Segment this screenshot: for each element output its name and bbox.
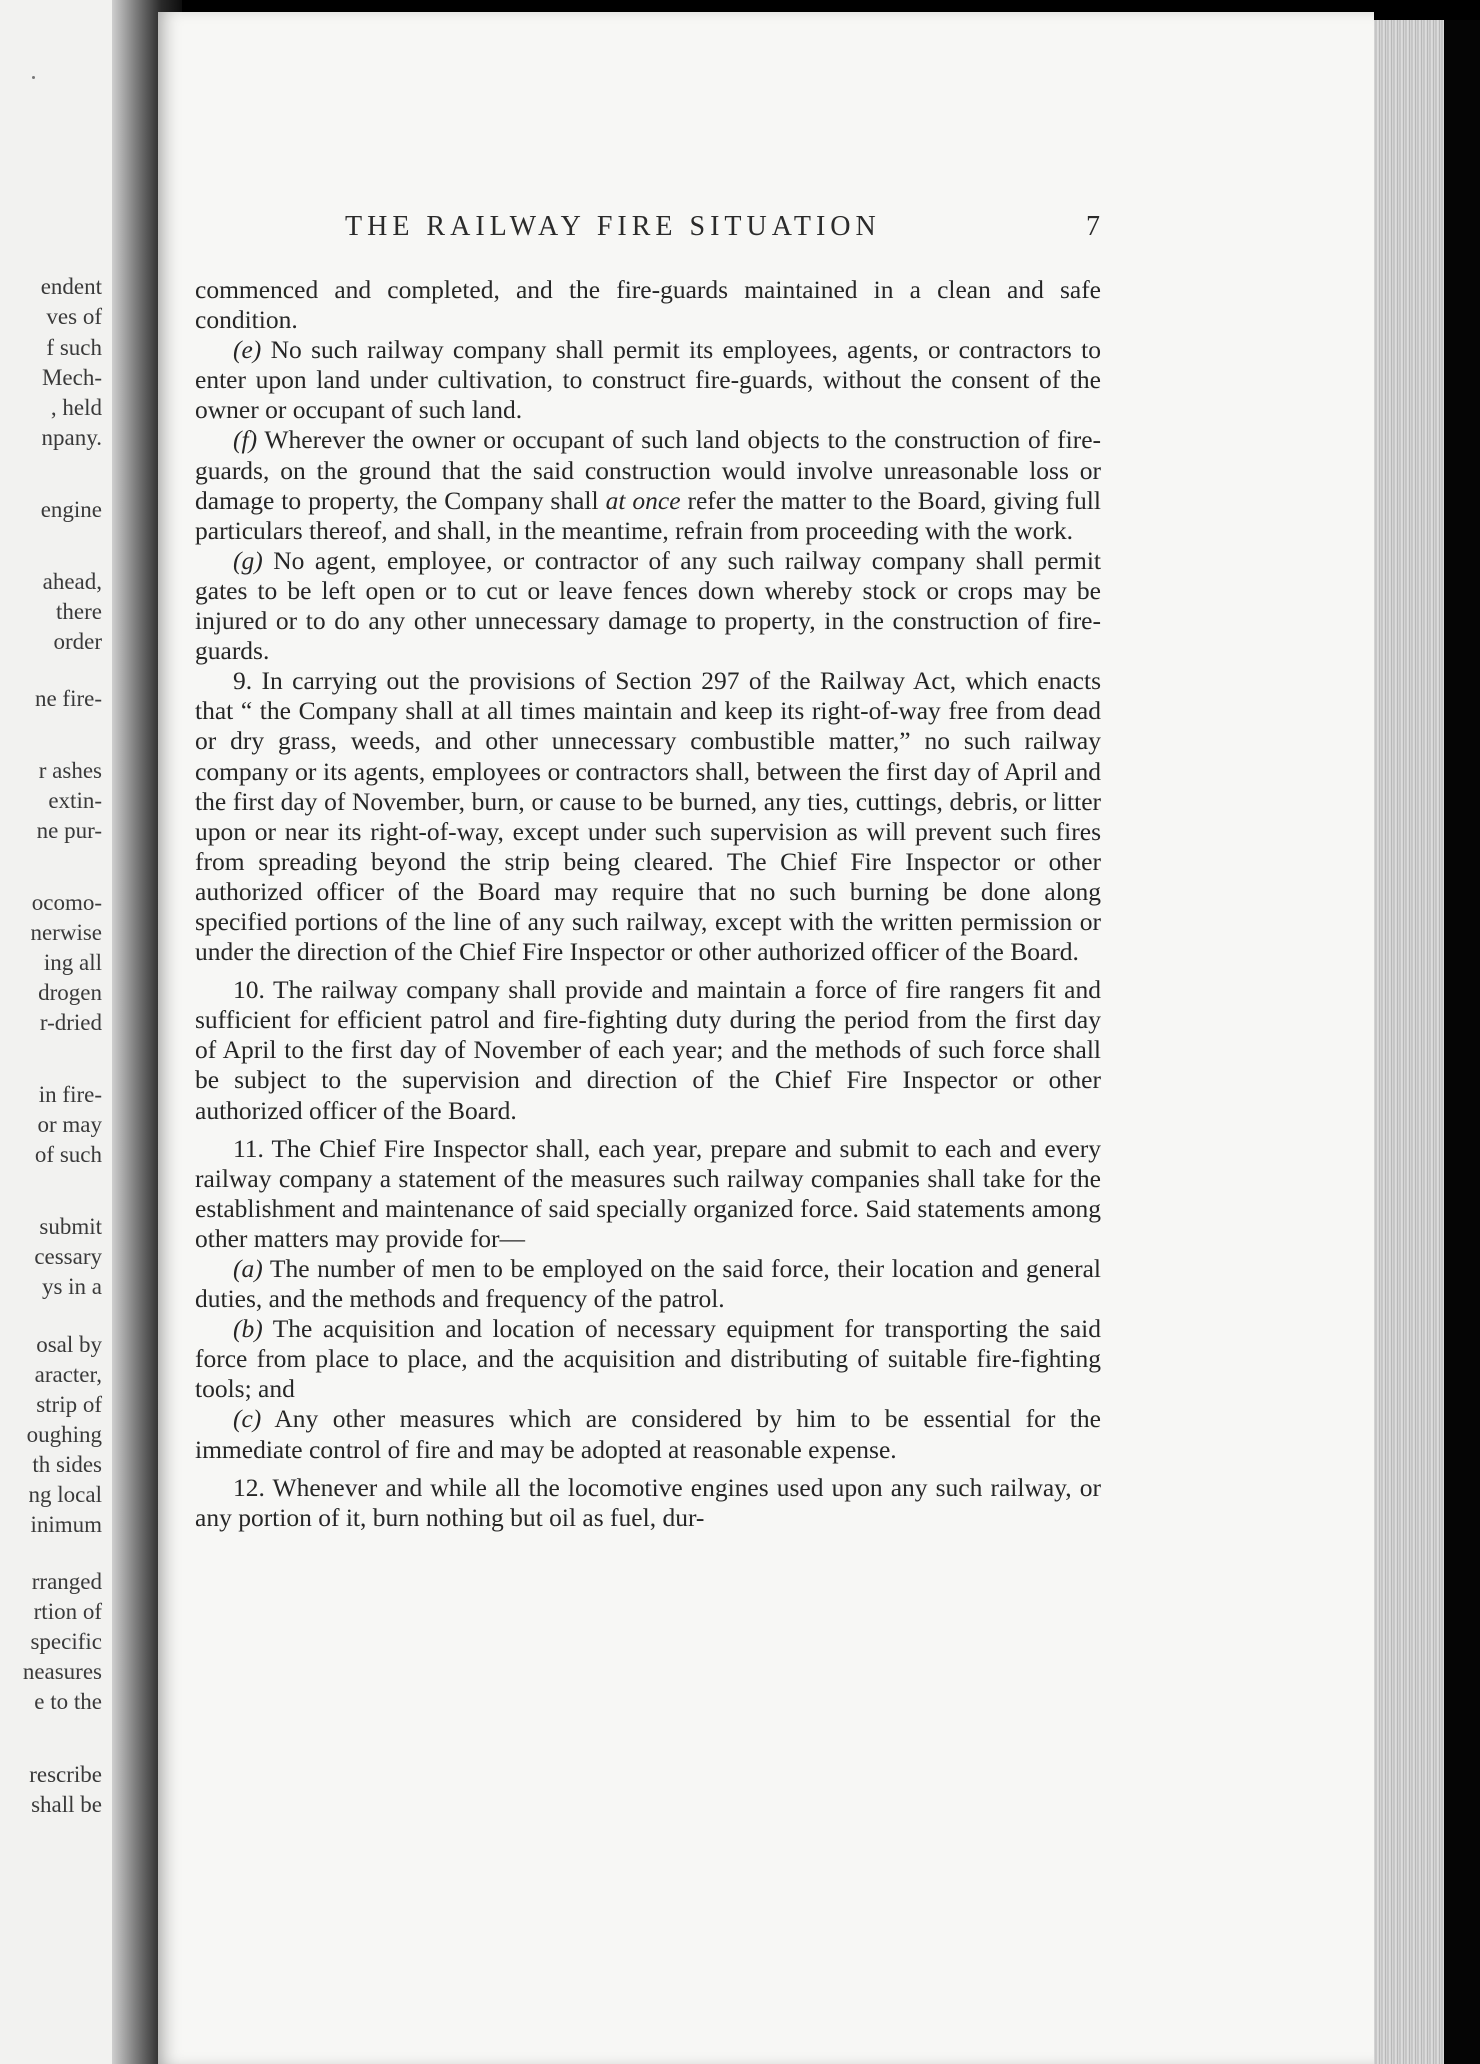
left-page-fragment: engine — [40, 497, 102, 522]
left-page-fragment: aracter, — [34, 1362, 102, 1387]
left-page-fragment: order — [53, 629, 102, 654]
left-page-fragment: strip of — [36, 1392, 102, 1417]
left-page-fragment: rtion of — [33, 1599, 102, 1624]
left-page-fragment: ocomo- — [31, 890, 102, 915]
left-page-fragment: ing all — [43, 950, 102, 975]
clause-label: (g) — [233, 545, 263, 575]
left-page-fragment: ne fire- — [34, 686, 102, 711]
clause-label: (c) — [233, 1404, 262, 1434]
left-page-fragment: oughing — [26, 1422, 102, 1447]
left-page-fragment: th sides — [32, 1452, 102, 1477]
paragraph-continued: commenced and completed, and the fire-guards maintained in a clean and safe condition. — [195, 275, 1101, 335]
clause-g — [195, 546, 1101, 666]
clause-label: (e) — [233, 335, 262, 365]
section-12: 12. Whenever and while all the locomotive engines used upon any such railway, or any portion of it, burn nothing but oil as fuel, dur- — [195, 1472, 1101, 1532]
left-page-fragment: ys in a — [41, 1274, 102, 1299]
clause-b — [195, 1314, 1101, 1404]
scan-border — [1444, 20, 1480, 2064]
left-page-fragment: Mech- — [41, 365, 102, 390]
section-9: 9. In carrying out the provisions of Section 297 of the Railway Act, which enacts that “ the Company shall at all times maintain and keep its right-of-way free from dead or dry grass, weeds, and other unnecessary combustible matter,” no such railway company or its agents, employees or contractors shall, between the first day of April and the first day of November, burn, or cause to be burned, any ties, cuttings, debris, or litter upon or near its right-of-way, except under such supervision as will prevent such fires from spreading beyond the strip being cleared. The Chief Fire Inspector or other authorized officer of the Board may require that no such burning be done along specified portions of the line of any such railway, except with the written permission or under the direction of the Chief Fire Inspector or other authorized officer of the Board. — [195, 666, 1101, 967]
body-text — [195, 275, 1101, 1533]
clause-text: No agent, employee, or contractor of any such railway company shall permit gates to be left open or to cut or leave fences down whereby stock or crops may be injured or to do any other unnecessary damage to property, in the construction of fire-guards. — [195, 545, 1101, 666]
left-page-fragment: specific — [30, 1629, 102, 1654]
left-page-fragment: ng local — [28, 1482, 102, 1507]
left-page-fragment: there — [56, 599, 102, 624]
left-page-fragment: e to the — [34, 1689, 102, 1714]
left-page-fragment: in fire- — [38, 1082, 102, 1107]
left-page-fragment: r-dried — [39, 1010, 102, 1035]
left-page-fragment: ne pur- — [36, 818, 102, 843]
speck — [32, 76, 35, 79]
clause-text: The acquisition and location of necessary equipment for transporting the said force from place to place, and the acquisition and distributing of suitable fire-fighting tools; and — [195, 1314, 1101, 1404]
left-page-fragment: or may — [37, 1112, 102, 1137]
clause-label: (b) — [233, 1314, 263, 1344]
left-page-fragment: nerwise — [30, 920, 102, 945]
clause-label: (f) — [233, 425, 258, 455]
left-page-fragment: npany. — [41, 425, 102, 450]
left-page-fragment: rranged — [31, 1569, 102, 1594]
clause-text: No such railway company shall permit its employees, agents, or contractors to enter upon land under cultivation, to construct fire-guards, without the consent of the owner or occupant of such land. — [195, 335, 1101, 425]
left-page-fragment: f such — [46, 335, 102, 360]
clause-text: refer the matter to the Board, giving full particulars thereof, and shall, in the meantime, refrain from proceeding with the work. — [195, 485, 1101, 545]
page-number: 7 — [1086, 211, 1100, 242]
left-page-fragment: endent — [40, 274, 102, 299]
left-page-fragment: extin- — [48, 788, 102, 813]
left-page-fragment: neasures — [22, 1659, 102, 1684]
left-page-fragment: r ashes — [38, 758, 102, 783]
section-11: 11. The Chief Fire Inspector shall, each year, prepare and submit to each and every railway company a statement of the measures such railway companies shall take for the establishment and maintenance of said specially organized force. Said statements among other matters may provide for— — [195, 1133, 1101, 1253]
section-10: 10. The railway company shall provide and maintain a force of fire rangers fit and sufficient for efficient patrol and fire-fighting duty during the period from the first day of April to the first day of November of each year; and the methods of such force shall be subject to the supervision and direction of the Chief Fire Inspector or other authorized officer of the Board. — [195, 975, 1101, 1125]
emphasis: at once — [605, 485, 681, 515]
clause-a — [195, 1254, 1101, 1314]
clause-label: (a) — [233, 1254, 263, 1283]
clause-c — [195, 1404, 1101, 1464]
page-edges — [1374, 20, 1444, 2064]
left-page-fragment: shall be — [31, 1792, 102, 1817]
running-head: THE RAILWAY FIRE SITUATION — [345, 211, 881, 242]
left-page-fragment: rescribe — [29, 1762, 102, 1787]
left-page-fragment: of such — [34, 1142, 102, 1167]
left-page-fragment: ves of — [46, 304, 102, 329]
clause-text: Any other measures which are considered by him to be essential for the immediate control of fire and may be adopted at reasonable expense. — [195, 1404, 1101, 1464]
left-page-fragment: submit — [39, 1214, 102, 1239]
left-page-fragment: cessary — [34, 1244, 102, 1269]
left-page-fragment: osal by — [36, 1332, 102, 1357]
left-page-fragment: ahead, — [42, 569, 102, 594]
clause-f — [195, 425, 1101, 545]
clause-text: Wherever the owner or occupant of such land objects to the construction of fire-guards, on the ground that the said construction would involve unreasonable loss or damage to property, the Company shall — [195, 425, 1101, 515]
clause-e — [195, 335, 1101, 425]
left-page-fragment: inimum — [30, 1512, 102, 1537]
clause-text: The number of men to be employed on the said force, their location and general duties, and the methods and frequency of the patrol. — [195, 1254, 1101, 1314]
left-page-fragment: drogen — [38, 980, 102, 1005]
left-page-fragment: , held — [50, 395, 102, 420]
